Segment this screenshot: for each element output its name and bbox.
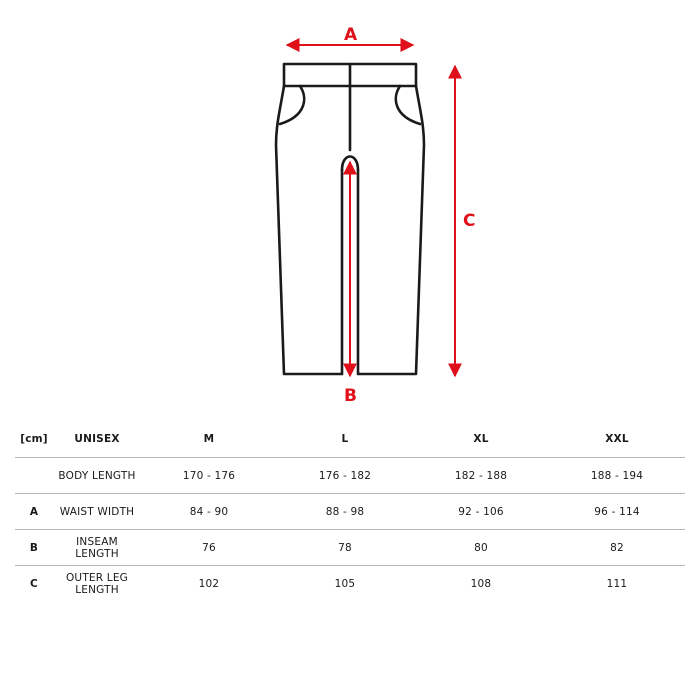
row-name: INSEAM LENGTH	[75, 536, 119, 560]
left-leg	[276, 86, 342, 374]
header-size-xxl: XXL	[605, 433, 629, 445]
row-name: OUTER LEG LENGTH	[65, 572, 129, 596]
value-xxl: 82	[610, 542, 624, 554]
value-m: 84 - 90	[189, 506, 229, 518]
value-xxl: 111	[606, 578, 628, 590]
row-key: A	[29, 506, 39, 518]
value-xl: 108	[470, 578, 492, 590]
value-xxl: 188 - 194	[590, 470, 644, 482]
right-leg	[358, 86, 424, 374]
row-key: C	[30, 578, 38, 590]
value-xl: 92 - 106	[458, 506, 504, 518]
row-key	[15, 458, 53, 494]
label-b: B	[344, 386, 357, 406]
header-gender: UNISEX	[74, 433, 120, 445]
table-row	[15, 493, 685, 518]
header-size-l: L	[341, 433, 349, 445]
label-a: A	[344, 25, 358, 45]
table-row	[15, 457, 685, 482]
value-l: 78	[338, 542, 352, 554]
value-l: 88 - 98	[325, 506, 365, 518]
header-unit: [cm]	[20, 433, 48, 445]
row-name: WAIST WIDTH	[59, 506, 135, 518]
value-xxl: 96 - 114	[594, 506, 640, 518]
value-l: 105	[334, 578, 356, 590]
label-c: C	[463, 211, 476, 231]
header-size-m: M	[203, 433, 215, 445]
value-m: 102	[198, 578, 220, 590]
row-key: B	[29, 542, 39, 554]
value-l: 176 - 182	[318, 470, 372, 482]
value-m: 76	[202, 542, 216, 554]
table-row	[15, 565, 685, 596]
value-m: 170 - 176	[182, 470, 236, 482]
table-row	[15, 529, 685, 560]
row-name: BODY LENGTH	[58, 470, 136, 482]
header-size-xl: XL	[473, 433, 489, 445]
value-xl: 182 - 188	[454, 470, 508, 482]
value-xl: 80	[474, 542, 488, 554]
